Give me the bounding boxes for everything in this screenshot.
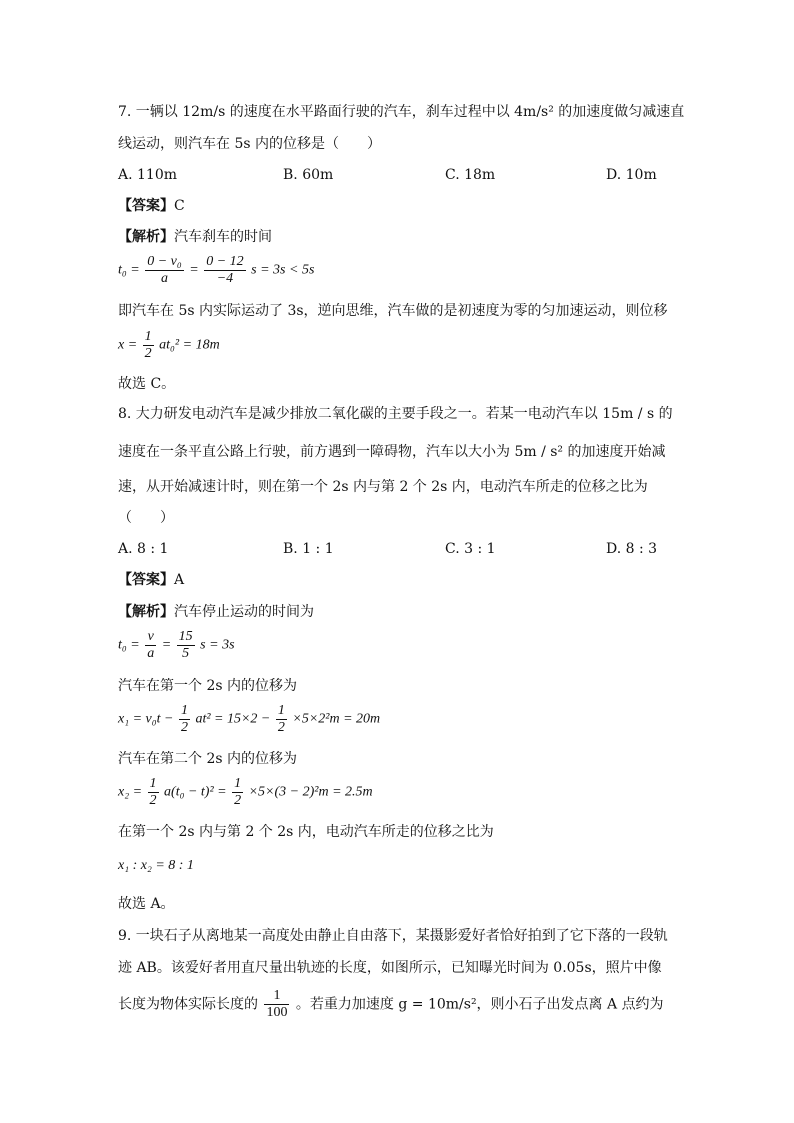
- frac-den: 2: [149, 793, 157, 808]
- eq-mid: a(t₀ − t)² =: [164, 784, 227, 800]
- q8-option-c: C. 3 : 1: [445, 541, 496, 557]
- frac-den: 2: [180, 720, 188, 735]
- eq-mid: at² = 15×2 −: [195, 711, 271, 727]
- q8-stem-line4: （ ）: [118, 510, 174, 526]
- eq-left: x₂ =: [118, 784, 143, 800]
- fraction: [145, 254, 184, 287]
- q9-stem-line3: [118, 988, 664, 1021]
- frac-den: 5: [182, 646, 190, 661]
- q8-option-a: A. 8 : 1: [118, 541, 169, 557]
- q8-equation-4: x₁ : x₂ = 8 : 1: [118, 858, 194, 873]
- fraction: [177, 629, 195, 662]
- q9-stem-line2: 迹 AB。该爱好者用直尺量出轨迹的长度，如图所示，已知曝光时间为 0.05s，照片中像: [118, 960, 662, 976]
- q7-answer: [118, 197, 185, 215]
- answer-value: A: [174, 572, 185, 588]
- q9-stem-line1: 9. 一块石子从离地某一高度处由静止自由落下，某摄影爱好者恰好拍到了它下落的一段轨: [118, 928, 668, 944]
- eq-right: at₀² = 18m: [159, 337, 220, 353]
- fraction: [232, 776, 243, 809]
- q7-stem-line1: 7. 一辆以 12m/s 的速度在水平路面行驶的汽车，刹车过程中以 4m/s² 的加速度做匀减速直: [118, 104, 685, 120]
- analysis-intro: 汽车刹车的时间: [174, 229, 272, 245]
- frac-num: 1: [180, 703, 188, 718]
- frac-num: 15: [178, 629, 193, 644]
- eq-left: x =: [118, 337, 138, 353]
- q7-reason: 即汽车在 5s 内实际运动了 3s，逆向思维，汽车做的是初速度为零的匀加速运动，则位移: [118, 303, 668, 319]
- frac-num: 1: [264, 988, 289, 1005]
- q8-stem-line1: 8. 大力研发电动汽车是减少排放二氧化碳的主要手段之一。若某一电动汽车以 15m / s 的: [118, 406, 673, 422]
- eq-right: s = 3s < 5s: [251, 262, 315, 278]
- q8-equation-1: t₀ = $\frac{v}{a}$ = $\frac{15}{5}$ s = 3s: [118, 629, 235, 661]
- frac-den: 2: [277, 720, 285, 735]
- answer-tag: 【答案】: [118, 198, 174, 214]
- fraction: [204, 254, 245, 287]
- q7-analysis: [118, 228, 272, 246]
- q8-text-ratio: 在第一个 2s 内与第 2 个 2s 内，电动汽车所走的位移之比为: [118, 824, 494, 840]
- frac-den: 2: [144, 346, 152, 361]
- fraction: [148, 776, 159, 809]
- analysis-tag: 【解析】: [118, 604, 174, 620]
- q7-stem-line2: 线运动，则汽车在 5s 内的位移是（ ）: [118, 136, 381, 152]
- q8-answer: [118, 571, 184, 589]
- answer-value: C: [174, 198, 185, 214]
- stem-text: 。若重力加速度 g = 10m/s²，则小石子出发点离 A 点约为: [295, 996, 664, 1013]
- q7-conclusion: 故选 C。: [118, 376, 176, 392]
- stem-text: 长度为物体实际长度的: [118, 996, 258, 1013]
- fraction: [276, 703, 287, 736]
- frac-num: v: [145, 629, 156, 646]
- frac-den: −4: [216, 271, 234, 286]
- q8-conclusion: 故选 A。: [118, 896, 175, 912]
- q7-option-a: A. 110m: [118, 167, 178, 183]
- eq-right: s = 3s: [200, 637, 235, 653]
- q8-option-d: D. 8 : 3: [606, 541, 658, 557]
- q8-text-second: 汽车在第二个 2s 内的位移为: [118, 751, 297, 767]
- fraction: [264, 988, 289, 1021]
- eq-left: x₁ = v₀t −: [118, 711, 174, 727]
- analysis-intro: 汽车停止运动的时间为: [174, 604, 314, 620]
- frac-den: 2: [234, 793, 242, 808]
- fraction: [143, 329, 154, 362]
- analysis-tag: 【解析】: [118, 229, 174, 245]
- frac-den: a: [160, 271, 168, 286]
- fraction: [179, 703, 190, 736]
- frac-num: 1: [234, 776, 242, 791]
- q8-equation-3: [118, 776, 373, 809]
- frac-num: 0 − 12: [206, 254, 244, 269]
- q7-option-d: D. 10m: [606, 167, 657, 183]
- q7-equation-2: [118, 329, 220, 362]
- q7-option-c: C. 18m: [445, 167, 496, 183]
- q8-text-first: 汽车在第一个 2s 内的位移为: [118, 678, 297, 694]
- q8-stem-line3: 速，从开始减速计时，则在第一个 2s 内与第 2 个 2s 内，电动汽车所走的位移之比为: [118, 479, 648, 495]
- frac-num: 1: [144, 329, 152, 344]
- frac-num: 1: [149, 776, 157, 791]
- answer-tag: 【答案】: [118, 572, 174, 588]
- frac-num: 1: [277, 703, 285, 718]
- frac-num: 0 − v₀: [147, 254, 182, 269]
- q7-option-b: B. 60m: [283, 167, 334, 183]
- eq-left: t₀ =: [118, 637, 140, 653]
- frac-den: a: [147, 646, 155, 661]
- q8-stem-line2: 速度在一条平直公路上行驶，前方遇到一障碍物，汽车以大小为 5m / s² 的加速度开始减: [118, 444, 666, 460]
- eq-left: t₀ =: [118, 262, 140, 278]
- q8-equation-2: [118, 703, 380, 736]
- eq-right: ×5×(3 − 2)²m = 2.5m: [248, 784, 373, 800]
- frac-den: 100: [266, 1005, 288, 1020]
- q8-option-b: B. 1 : 1: [283, 541, 334, 557]
- fraction: [145, 629, 156, 662]
- q7-equation-1: t₀ = $\frac{\text{0 − v₀}}{a}$ = $\frac{0 - 12}{-4}$ s = 3s < 5s: [118, 254, 315, 286]
- eq-right: ×5×2²m = 20m: [292, 711, 381, 727]
- q8-analysis: [118, 603, 314, 621]
